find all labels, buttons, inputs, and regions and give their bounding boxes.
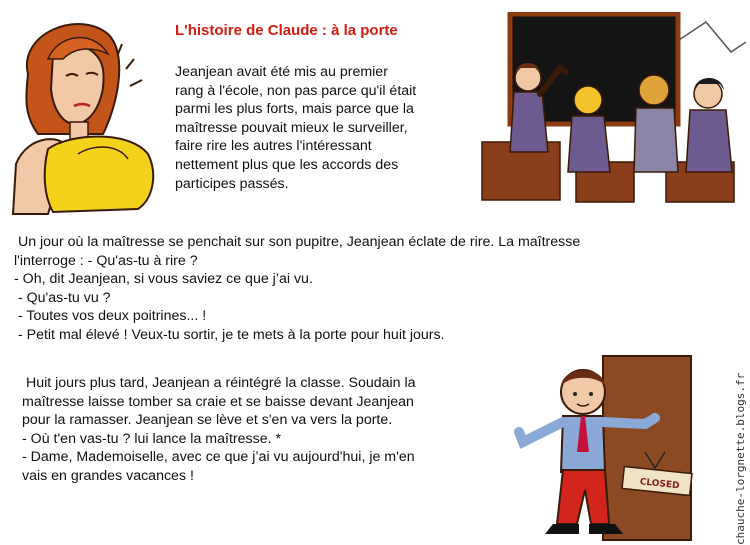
blog-watermark: chauche-lorgnette.blogs.fr [734,372,747,545]
dialogue-line: - Où t'en vas-tu ? lui lance la maîtresse. * [22,430,281,447]
dialogue-line: pour la ramasser. Jeanjean se lève et s'en va vers la porte. [22,412,393,429]
intro-line: nettement plus que les accords des [175,156,399,173]
dialogue-line: - Petit mal élevé ! Veux-tu sortir, je te mets à la porte pour huit jours. [14,326,445,343]
dialogue-line: Un jour où la maîtresse se penchait sur son pupitre, Jeanjean éclate de rire. La maîtresse [14,234,581,250]
dialogue-line: maîtresse laisse tomber sa craie et se baisse devant Jeanjean [22,393,414,410]
intro-line: parmi les plus forts, mais parce que la [175,101,414,118]
dialogue-paragraph-1 [14,233,580,345]
dialogue-line: l'interroge : - Qu'as-tu à rire ? [14,252,198,269]
story-title: L'histoire de Claude : à la porte [175,22,398,39]
dialogue-line: - Toutes vos deux poitrines... ! [14,308,207,325]
dialogue-line: Huit jours plus tard, Jeanjean a réintégré la classe. Soudain la [22,375,416,391]
intro-line: maîtresse pouvait mieux le surveiller, [175,119,408,136]
dialogue-line: - Dame, Mademoiselle, avec ce que j’ai vu aujourd'hui, je m'en [22,449,415,466]
intro-line: rang à l'école, non pas parce qu'il était [175,82,417,99]
teacher-illustration [8,14,168,219]
dialogue-line: - Qu'as-tu vu ? [14,289,111,306]
intro-line: faire rire les autres l'intéressant [175,138,372,155]
classroom-illustration [476,12,746,208]
boy-at-door-illustration [505,352,693,542]
intro-paragraph [175,63,416,193]
intro-line: Jeanjean avait été mis au premier [175,64,388,80]
dialogue-line: vais en grandes vacances ! [22,467,194,484]
closed-sign-text: CLOSED [639,477,680,492]
dialogue-line: - Oh, dit Jeanjean, si vous saviez ce que j’ai vu. [14,271,313,288]
intro-line: participes passés. [175,175,289,192]
dialogue-paragraph-2 [22,374,416,486]
